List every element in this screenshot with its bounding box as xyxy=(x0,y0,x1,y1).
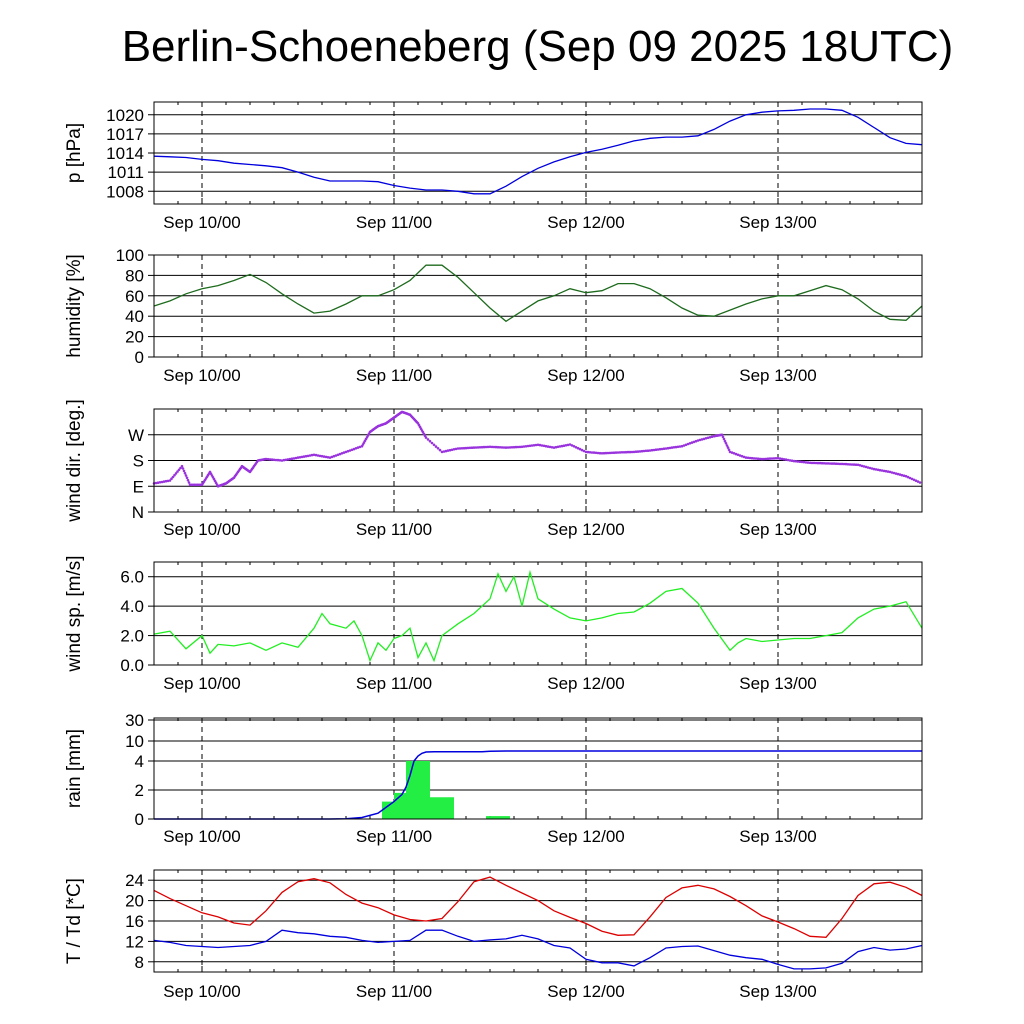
panel-wind-speed xyxy=(64,555,922,693)
y-tick-label: 0.0 xyxy=(120,656,144,675)
wind-direction-point xyxy=(184,472,187,475)
panel-frame xyxy=(154,718,922,819)
x-tick-label: Sep 13/00 xyxy=(739,827,817,846)
x-tick-label: Sep 10/00 xyxy=(163,213,241,232)
wind-direction-point xyxy=(187,479,190,482)
x-tick-label: Sep 10/00 xyxy=(163,827,241,846)
wind-direction-point xyxy=(431,442,434,445)
y-tick-label: W xyxy=(127,425,144,445)
panel-frame xyxy=(154,562,922,665)
wind-direction-point xyxy=(185,474,188,477)
panel-wind-direction xyxy=(64,399,922,539)
x-tick-label: Sep 12/00 xyxy=(547,674,625,693)
y-tick-label: 60 xyxy=(125,286,144,306)
y-tick-label: 80 xyxy=(125,266,144,286)
y-tick-label: 30 xyxy=(125,711,144,730)
y-tick-label: 10 xyxy=(125,732,144,751)
x-tick-label: Sep 12/00 xyxy=(547,982,625,1001)
y-axis-label: wind dir. [deg.] xyxy=(64,399,85,522)
y-tick-label: 16 xyxy=(125,912,144,931)
y-tick-label: N xyxy=(131,503,144,522)
y-tick-label: S xyxy=(132,451,144,471)
y-tick-label: 100 xyxy=(115,246,144,265)
x-tick-label: Sep 13/00 xyxy=(739,982,817,1001)
panel-rain xyxy=(64,711,922,846)
x-tick-label: Sep 13/00 xyxy=(739,674,817,693)
panel-pressure xyxy=(64,102,922,232)
wind-direction-point xyxy=(433,444,436,447)
y-tick-label: 4 xyxy=(134,752,144,771)
y-tick-label: 24 xyxy=(125,871,144,891)
wind-direction-point xyxy=(427,438,430,441)
x-tick-label: Sep 11/00 xyxy=(355,520,433,539)
y-axis-label: humidity [%] xyxy=(64,254,85,358)
rain-bar xyxy=(382,802,394,819)
x-tick-label: Sep 12/00 xyxy=(547,213,625,232)
y-tick-label: 40 xyxy=(125,307,144,327)
y-tick-label: 20 xyxy=(125,327,144,347)
panel-temperature-dewpoint xyxy=(64,870,922,1001)
page-title: Berlin-Schoeneberg (Sep 09 2025 18UTC) xyxy=(121,22,954,71)
y-tick-label: 20 xyxy=(125,891,144,911)
panel-humidity xyxy=(64,246,922,385)
x-tick-label: Sep 10/00 xyxy=(163,520,241,539)
wind-direction-point xyxy=(186,477,189,480)
y-tick-label: E xyxy=(132,477,144,497)
series-line-T xyxy=(154,877,922,937)
y-tick-label: 1014 xyxy=(106,144,144,163)
y-tick-label: 2.0 xyxy=(120,626,144,646)
x-tick-label: Sep 10/00 xyxy=(163,674,241,693)
rain-bar xyxy=(430,797,454,819)
panel-frame xyxy=(154,255,922,357)
y-tick-label: 4.0 xyxy=(120,597,144,617)
wind-direction-point xyxy=(439,449,442,452)
y-axis-label: p [hPa] xyxy=(64,122,85,184)
wind-direction-point xyxy=(919,481,922,484)
wind-direction-point xyxy=(425,436,428,439)
x-tick-label: Sep 11/00 xyxy=(355,366,433,385)
series-line-Td xyxy=(154,930,922,969)
y-axis-label: T / Td [*C] xyxy=(64,878,85,964)
y-tick-label: 6.0 xyxy=(120,567,144,587)
wind-direction-point xyxy=(435,445,438,448)
x-tick-label: Sep 12/00 xyxy=(547,827,625,846)
x-tick-label: Sep 11/00 xyxy=(355,213,433,232)
wind-direction-point xyxy=(437,447,440,450)
x-tick-label: Sep 12/00 xyxy=(547,366,625,385)
y-tick-label: 8 xyxy=(134,952,144,972)
wind-direction-point xyxy=(181,465,184,468)
y-tick-label: 0 xyxy=(134,810,144,829)
x-tick-label: Sep 13/00 xyxy=(739,366,817,385)
rain-bar xyxy=(406,761,430,819)
wind-direction-point xyxy=(429,440,432,443)
y-axis-label: rain [mm] xyxy=(64,728,85,809)
y-tick-label: 1008 xyxy=(106,182,144,202)
wind-direction-point xyxy=(188,481,191,484)
x-tick-label: Sep 12/00 xyxy=(547,520,625,539)
y-tick-label: 0 xyxy=(134,348,144,367)
y-tick-label: 2 xyxy=(134,781,144,800)
x-tick-label: Sep 11/00 xyxy=(355,827,433,846)
x-tick-label: Sep 13/00 xyxy=(739,213,817,232)
y-tick-label: 1020 xyxy=(106,105,144,125)
y-tick-label: 12 xyxy=(125,932,144,952)
y-axis-label: wind sp. [m/s] xyxy=(64,555,85,672)
y-tick-label: 1017 xyxy=(106,124,144,144)
x-tick-label: Sep 11/00 xyxy=(355,982,433,1001)
wind-direction-point xyxy=(183,470,186,473)
series-line-humidity xyxy=(154,265,922,321)
x-tick-label: Sep 13/00 xyxy=(739,520,817,539)
y-tick-label: 1011 xyxy=(107,163,144,183)
x-tick-label: Sep 10/00 xyxy=(163,982,241,1001)
series-line-pressure xyxy=(154,109,922,194)
x-tick-label: Sep 11/00 xyxy=(355,674,433,693)
wind-direction-point xyxy=(182,467,185,470)
series-line-wind-speed xyxy=(154,572,922,660)
x-tick-label: Sep 10/00 xyxy=(163,366,241,385)
